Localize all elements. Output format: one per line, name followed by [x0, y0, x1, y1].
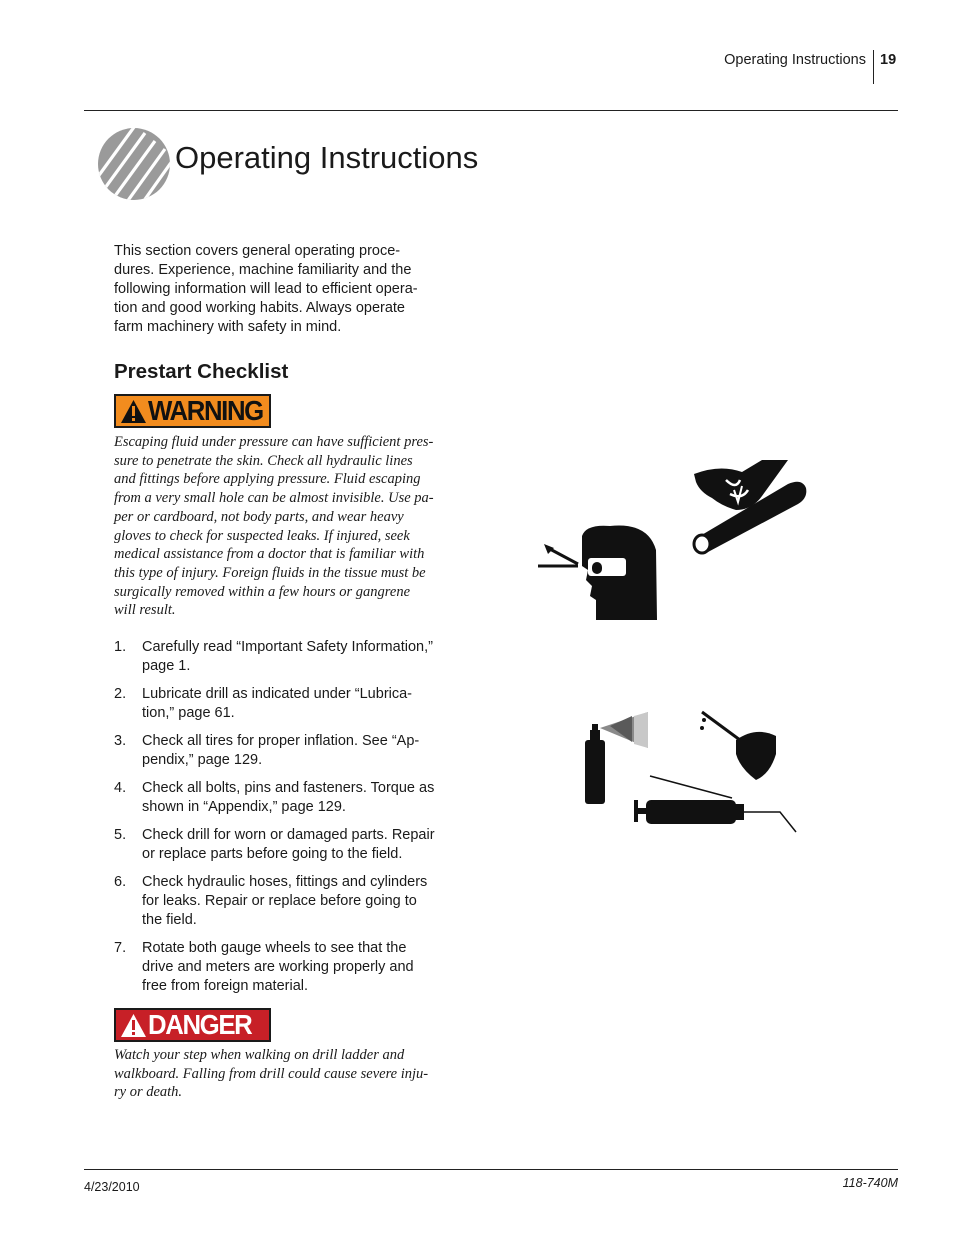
danger-text: Watch your step when walking on drill ladder and walkboard. Falling from drill could cause severe inju- ry or death.: [114, 1047, 429, 1101]
spray-can-icon: [585, 712, 648, 804]
safety-alert-icon: [120, 1013, 147, 1038]
warning-badge: [114, 394, 271, 428]
page-number: 19: [880, 52, 897, 68]
danger-badge: [114, 1008, 271, 1042]
list-item: 1. Carefully read “Important Safety Information,” page 1.: [114, 639, 433, 674]
intro-paragraph: This section covers general operating proce- dures. Experience, machine familiarity and the following information will lead to efficient opera- tion and good working habits. Always operate farm machinery with safety in mind.: [114, 243, 418, 335]
danger-label: DANGER: [148, 1009, 252, 1040]
safety-illustrations: [530, 450, 830, 840]
safety-alert-icon: [120, 399, 147, 424]
footer-date: 4/23/2010: [84, 1180, 140, 1194]
hand-leak-icon: [694, 460, 806, 553]
section-logo-icon: [97, 127, 171, 201]
prestart-title: Prestart Checklist: [114, 360, 289, 383]
list-item: 2. Lubricate drill as indicated under “Lubrica- tion,” page 61.: [114, 686, 413, 721]
running-title: Operating Instructions: [724, 52, 866, 68]
list-item: 7. Rotate both gauge wheels to see that the drive and meters are working properly and free from foreign material.: [114, 940, 414, 994]
top-rule: [84, 110, 898, 111]
list-item: 3. Check all tires for proper inflation. See “Ap- pendix,” page 129.: [114, 733, 420, 768]
warning-label: WARNING: [148, 395, 263, 426]
list-item: 4. Check all bolts, pins and fasteners. Torque as shown in “Appendix,” page 129.: [114, 780, 435, 815]
footer-doc-code: 118-740M: [842, 1176, 898, 1190]
goggles-head-icon: [538, 526, 657, 621]
header-separator: [873, 50, 874, 84]
bottom-rule: [84, 1169, 898, 1170]
list-item: 6. Check hydraulic hoses, fittings and cylinders for leaks. Repair or replace before going to the field.: [114, 874, 428, 928]
prestart-steps: [114, 638, 459, 1005]
list-item: 5. Check drill for worn or damaged parts. Repair or replace parts before going to the field.: [114, 827, 435, 862]
section-title: Operating Instructions: [175, 140, 479, 175]
oil-can-icon: [700, 712, 776, 780]
grease-gun-icon: [634, 776, 796, 832]
warning-text: Escaping fluid under pressure can have sufficient pres- sure to penetrate the skin. Check all hydraulic lines and fittings before applying pressure. Fluid escaping from a very small hole can be almost invisible. Use pa- per or cardboard, not body parts, and wear heavy gloves to check for suspected leaks. If injured, seek medical assistance from a doctor that is familiar with this type of injury. Foreign fluids in the tissue must be surgically removed within a few hours or gangrene will result.: [114, 434, 434, 619]
